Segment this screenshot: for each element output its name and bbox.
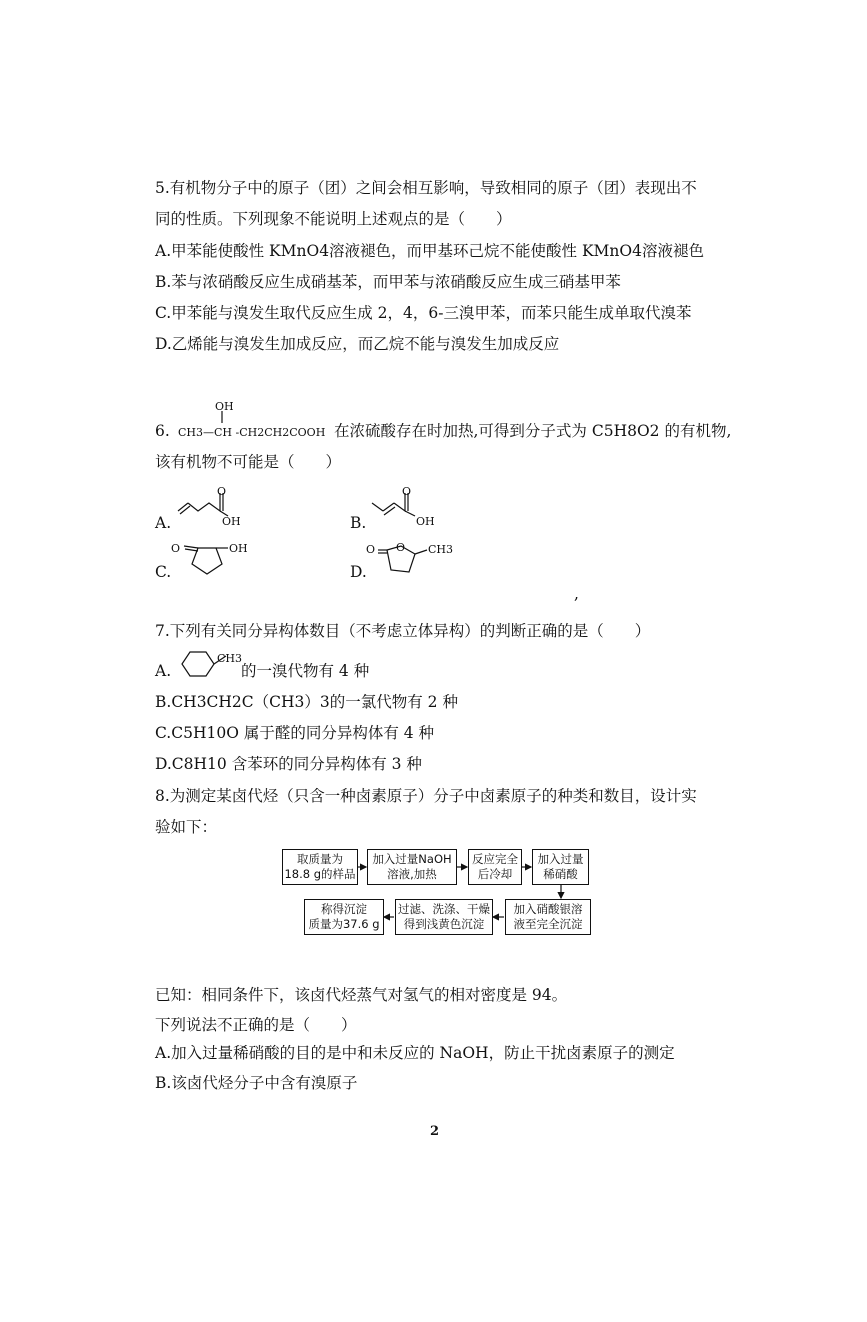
q6-c-o: O	[171, 542, 181, 555]
q8-stem-line1: 8.为测定某卤代烃（只含一种卤素原子）分子中卤素原子的种类和数目，设计实	[155, 787, 697, 805]
q6-option-d-label: D.	[350, 563, 367, 581]
q6-formula: CH3—CH -CH2CH2COOH	[178, 426, 326, 439]
q7-option-a-label: A.	[155, 662, 172, 680]
q5-option-d: D.乙烯能与溴发生加成反应，而乙烷不能与溴发生加成反应	[155, 335, 560, 353]
q6-stem-rest: 在浓硫酸存在时加热,可得到分子式为 C5H8O2 的有机物,	[334, 422, 732, 440]
q7-stem: 7.下列有关同分异构体数目（不考虑立体异构）的判断正确的是（ ）	[155, 622, 651, 640]
q5-option-a: A.甲苯能使酸性 KMnO4溶液褪色，而甲基环己烷不能使酸性 KMnO4溶液褪色	[155, 242, 704, 260]
q8-stem-line2: 验如下：	[155, 818, 218, 836]
flow-step-add-silver-nitrate: 加入硝酸银溶 液至完全沉淀	[505, 899, 591, 935]
q5-option-b: B.苯与浓硝酸反应生成硝基苯，而甲苯与浓硝酸反应生成三硝基甲苯	[155, 273, 621, 291]
q8-option-b: B.该卤代烃分子中含有溴原子	[155, 1074, 358, 1092]
flow-step-add-nitric-acid: 加入过量 稀硝酸	[532, 849, 589, 885]
q7-option-c: C.C5H10O 属于醛的同分异构体有 4 种	[155, 724, 435, 742]
q8-question: 下列说法不正确的是（ ）	[155, 1016, 357, 1034]
q7-option-a-text: 的一溴代物有 4 种	[241, 662, 370, 680]
q6-b-carbonyl-o: O	[402, 485, 412, 498]
q7-option-d: D.C8H10 含苯环的同分异构体有 3 种	[155, 755, 422, 773]
q6-a-carbonyl-o: O	[217, 485, 227, 498]
q6-d-carbonyl-o: O	[366, 543, 376, 556]
q5-stem-line2: 同的性质。下列现象不能说明上述观点的是（ ）	[155, 210, 512, 228]
q5-stem-line1: 5.有机物分子中的原子（团）之间会相互影响，导致相同的原子（团）表现出不	[155, 179, 697, 197]
q6-d-ch3: CH3	[428, 543, 454, 556]
flow-step-weigh-precipitate: 称得沉淀 质量为37.6 g	[304, 899, 384, 935]
q6-c-oh: OH	[229, 542, 248, 555]
q6-d-ring-o: O	[396, 541, 406, 554]
q6-option-c-label: C.	[155, 563, 172, 581]
q7-option-b: B.CH3CH2C（CH3）3的一氯代物有 2 种	[155, 693, 458, 711]
q6-a-oh: OH	[222, 515, 241, 528]
q6-b-oh: OH	[416, 515, 435, 528]
q8-known: 已知：相同条件下，该卤代烃蒸气对氢气的相对密度是 94。	[155, 986, 568, 1004]
q6-option-b-label: B.	[350, 514, 367, 532]
q6-stem-line2: 该有机物不可能是（ ）	[155, 453, 342, 471]
q6-option-a-label: A.	[155, 514, 172, 532]
q6-oh-label: OH	[215, 400, 234, 413]
flow-step-add-naoh: 加入过量NaOH 溶液,加热	[367, 849, 457, 885]
page-number: 2	[430, 1124, 440, 1139]
flow-step-filter-wash-dry: 过滤、洗涤、干燥 得到浅黄色沉淀	[395, 899, 493, 935]
q6-number: 6.	[155, 422, 170, 440]
stray-mark: ,	[574, 585, 579, 603]
q5-option-c: C.甲苯能与溴发生取代反应生成 2，4，6-三溴甲苯，而苯只能生成单取代溴苯	[155, 304, 692, 322]
flow-step-sample: 取质量为 18.8 g的样品	[282, 849, 358, 885]
q6-oh-bond	[221, 411, 223, 423]
q7-option-a-ch3: CH3	[217, 652, 243, 665]
flow-step-cool: 反应完全 后冷却	[468, 849, 522, 885]
q8-option-a: A.加入过量稀硝酸的目的是中和未反应的 NaOH，防止干扰卤素原子的测定	[155, 1044, 675, 1062]
